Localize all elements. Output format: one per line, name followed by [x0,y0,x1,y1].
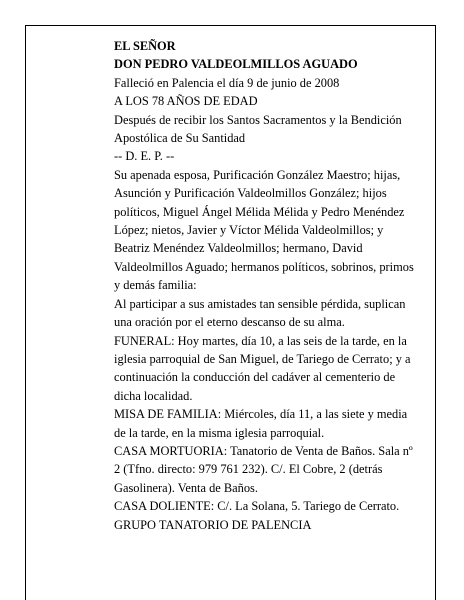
grieving-house-paragraph: CASA DOLIENTE: C/. La Solana, 5. Tariego de Cerrato. [114,499,400,514]
prayer-request-paragraph: Al participar a sus amistades tan sensible pérdida, suplican una oración por el eterno descanso de su alma. [114,296,406,330]
funeral-home-group: GRUPO TANATORIO DE PALENCIA [114,517,312,532]
funeral-paragraph: FUNERAL: Hoy martes, día 10, a las seis de la tarde, en la iglesia parroquial de San Miguel, de Tariego de Cerrato; y a continuación la conducción del cadáver al cementerio de dicha localidad. [114,333,411,403]
deceased-name: DON PEDRO VALDEOLMILLOS AGUADO [114,57,358,72]
dep-line: -- D. E. P. -- [114,149,175,164]
obituary-notice [114,37,414,534]
sacraments-line: Después de recibir los Santos Sacramentos y la Bendición Apostólica de Su Santidad [114,112,402,146]
family-mass-paragraph: MISA DE FAMILIA: Miércoles, día 11, a las siete y media de la tarde, en la misma iglesia parroquial. [114,407,408,440]
notice-heading-title: EL SEÑOR [114,39,176,53]
age-line: A LOS 78 AÑOS DE EDAD [114,94,258,109]
family-paragraph: Su apenada esposa, Purificación González Maestro; hijas, Asunción y Purificación Valdeolmillos González; hijos políticos, Miguel Ángel Mélida Mélida y Pedro Menéndez López; nietos, Javier y Víctor Mélida Valdeolmillos; y Beatriz Menéndez Valdeolmillos; hermano, David Valdeolmillos Aguado; hermanos políticos, sobrinos, primos y demás familia: [114,167,414,293]
death-date-line: Falleció en Palencia el día 9 de junio de 2008 [114,75,340,90]
mortuary-paragraph: CASA MORTUORIA: Tanatorio de Venta de Baños. Sala nº 2 (Tfno. directo: 979 761 232). C/. El Cobre, 2 (detrás Gasolinera). Venta de Baños. [114,443,413,495]
